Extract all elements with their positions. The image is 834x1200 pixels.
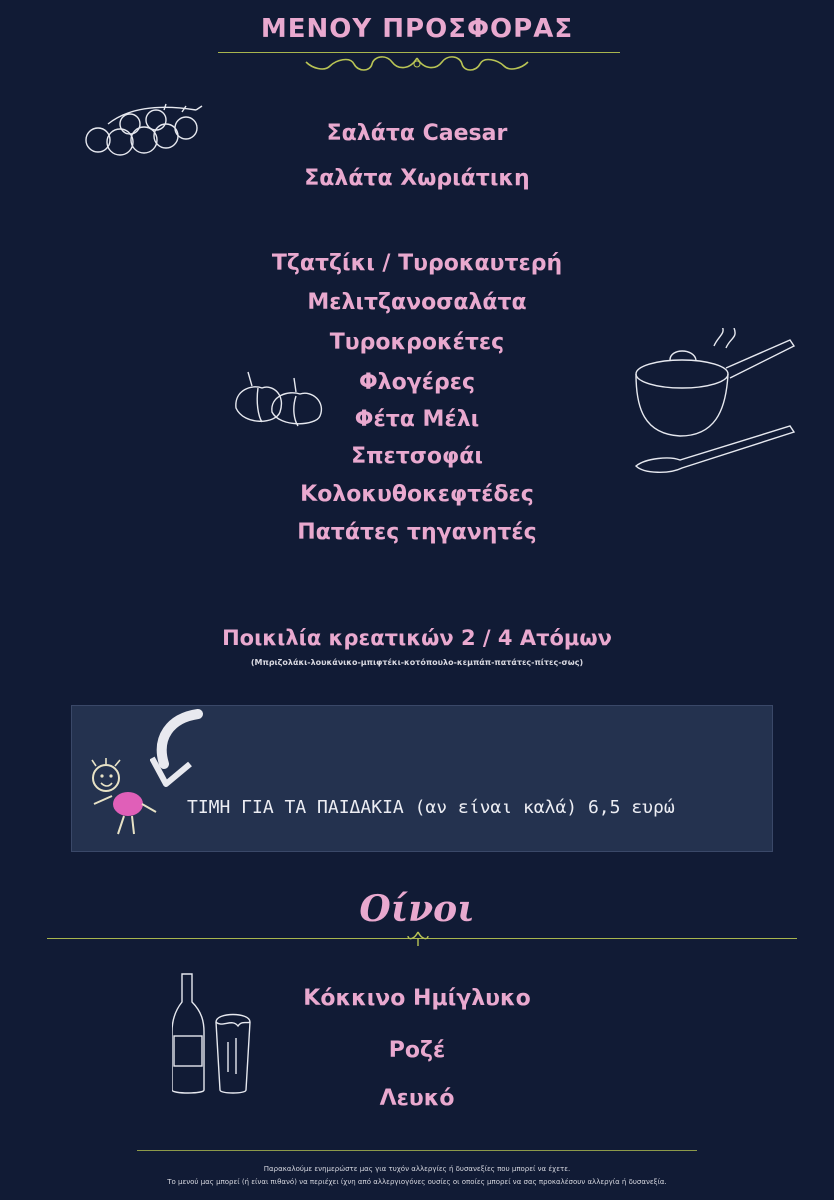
menu-item-flogeres: Φλογέρες — [358, 370, 475, 395]
allergy-notice-line1: Παρακαλούμε ενημερώστε μας για τυχόν αλλεργίες ή δυσανεξίες που μπορεί να έχετε. — [263, 1165, 571, 1173]
platter-title: Ποικιλία κρεατικών 2 / 4 Ατόμων — [222, 626, 612, 650]
footer-divider — [137, 1150, 697, 1151]
menu-item-kolokythokeftedes: Κολοκυθοκεφτέδες — [300, 482, 534, 507]
ornament-divider-icon — [404, 930, 432, 950]
menu-item-spetsofai: Σπετσοφάι — [351, 444, 483, 469]
ornament-divider-icon — [300, 52, 534, 76]
wines-title: Οίνοι — [359, 888, 475, 930]
allergy-notice-line2: Το μενού μας μπορεί (ή είναι πιθανό) να περιέχει ίχνη από αλλεργιογόνες ουσίες οι οποίες μπορεί να σας προκαλέσουν αλλεργία ή δυσανεξία. — [167, 1178, 667, 1186]
menu-item-tzatziki: Τζατζίκι / Τυροκαυτερή — [271, 251, 563, 276]
kids-price-banner — [71, 705, 773, 852]
menu-item-melitzanosalata: Μελιτζανοσαλάτα — [307, 290, 527, 315]
wine-item-white: Λευκό — [379, 1086, 455, 1111]
wine-item-red-semisweet: Κόκκινο Ημίγλυκο — [303, 986, 531, 1011]
menu-title: ΜΕΝΟΥ ΠΡΟΣΦΟΡΑΣ — [260, 14, 574, 44]
menu-item-tyrokrokete: Τυροκροκέτες — [329, 330, 505, 355]
garlic-sketch-icon — [230, 368, 328, 430]
menu-item-fries: Πατάτες τηγανητές — [297, 520, 537, 545]
saucepan-sketch-icon — [630, 328, 805, 476]
child-doodle-icon — [82, 758, 162, 844]
wine-item-rose: Ροζέ — [388, 1038, 446, 1063]
menu-item-salad-caesar: Σαλάτα Caesar — [326, 121, 508, 146]
platter-description: (Μπριζολάκι-λουκάνικο-μπιφτέκι-κοτόπουλο-κεμπάπ-πατάτες-πίτες-σως) — [250, 658, 584, 667]
menu-item-salad-village: Σαλάτα Χωριάτικη — [304, 166, 530, 191]
menu-item-feta-meli: Φέτα Μέλι — [354, 407, 480, 432]
kids-price-text: ΤΙΜΗ ΓΙΑ ΤΑ ΠΑΙΔΑΚΙΑ (αν είναι καλά) 6,5 ευρώ — [187, 797, 675, 818]
